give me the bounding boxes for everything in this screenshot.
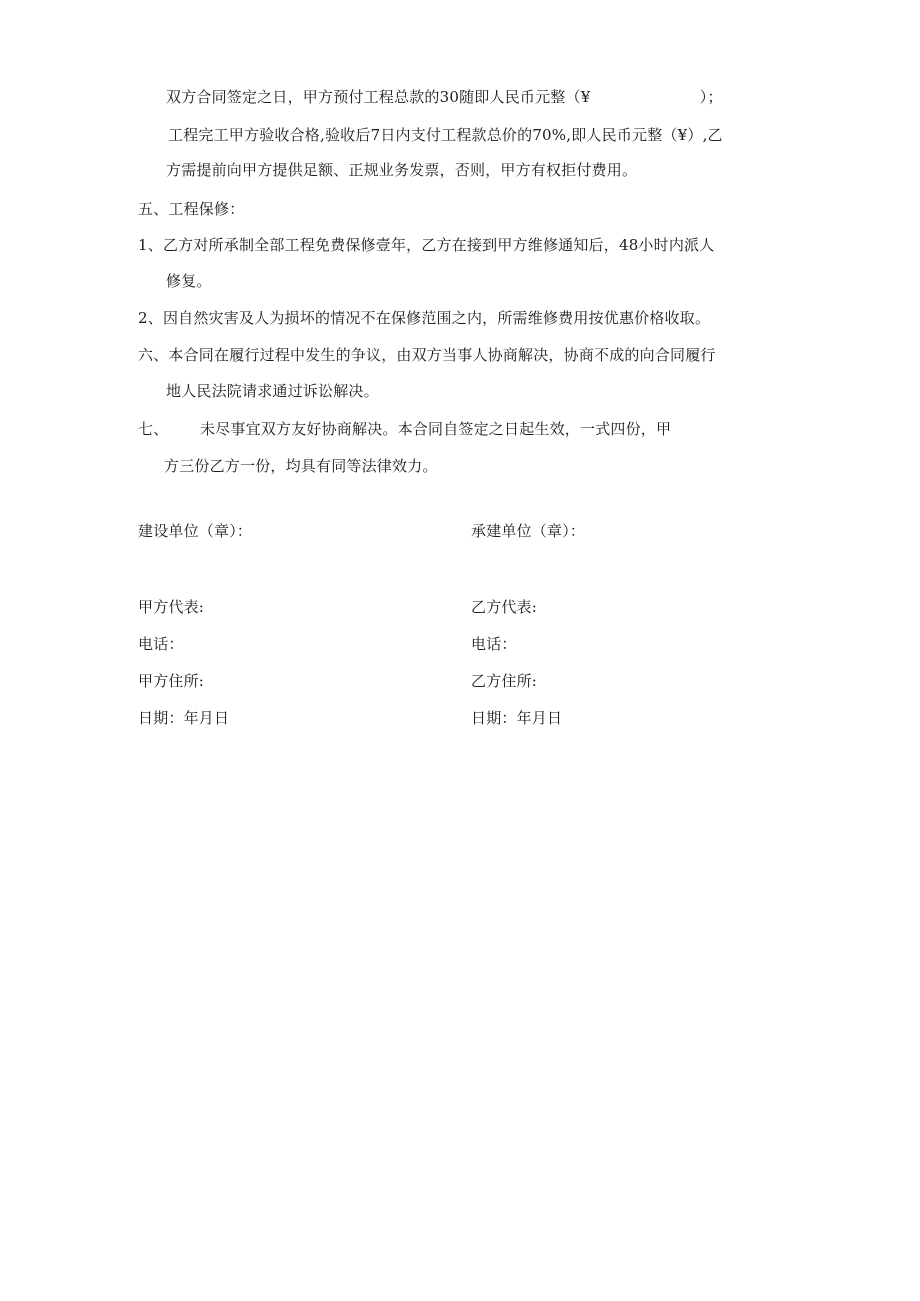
payment-advance-line <box>166 87 723 107</box>
party-a-representative: 甲方代表: <box>138 598 205 616</box>
party-a-phone: 电话： <box>138 635 184 653</box>
party-b-date: 日期：年月日 <box>471 709 563 727</box>
party-a-address: 甲方住所: <box>138 672 205 690</box>
section-6-line-2: 地人民法院请求通过诉讼解决。 <box>166 382 379 400</box>
payment-advance-text: 双方合同签定之日，甲方预付工程总款的30随即人民币元整（¥ <box>166 88 591 106</box>
payment-final-line: 工程完工甲方验收合格,验收后7日内支付工程款总价的70%,即人民币元整（¥）,乙 <box>168 126 723 144</box>
warranty-item-1-line-1: 1、乙方对所承制全部工程免费保修壹年，乙方在接到甲方维修通知后，48小时内派人 <box>138 236 715 254</box>
section-7-line-1: 未尽事宜双方友好协商解决。本合同自签定之日起生效，一式四份，甲 <box>200 420 672 438</box>
party-b-phone: 电话： <box>471 635 517 653</box>
party-a-date: 日期：年月日 <box>138 709 230 727</box>
payment-invoice-line: 方需提前向甲方提供足额、正规业务发票，否则，甲方有权拒付费用。 <box>166 161 638 179</box>
amount-blank <box>590 88 699 106</box>
party-b-representative: 乙方代表: <box>471 598 538 616</box>
warranty-item-2: 2、因自然灾害及人为损坏的情况不在保修范围之内，所需维修费用按优惠价格收取。 <box>138 309 711 327</box>
section-6-line-1: 六、本合同在履行过程中发生的争议，由双方当事人协商解决，协商不成的向合同履行 <box>138 346 716 364</box>
warranty-item-1-line-2: 修复。 <box>166 272 212 290</box>
section-5-heading: 五、工程保修： <box>138 200 245 218</box>
section-7-line-2: 方三份乙方一份，均具有同等法律效力。 <box>164 457 438 475</box>
party-b-address: 乙方住所: <box>471 672 538 690</box>
builder-unit-seal: 建设单位（章）： <box>138 522 253 540</box>
section-7-marker: 七、 <box>138 420 169 438</box>
contractor-unit-seal: 承建单位（章）： <box>471 522 586 540</box>
payment-advance-close: ）； <box>699 88 723 106</box>
